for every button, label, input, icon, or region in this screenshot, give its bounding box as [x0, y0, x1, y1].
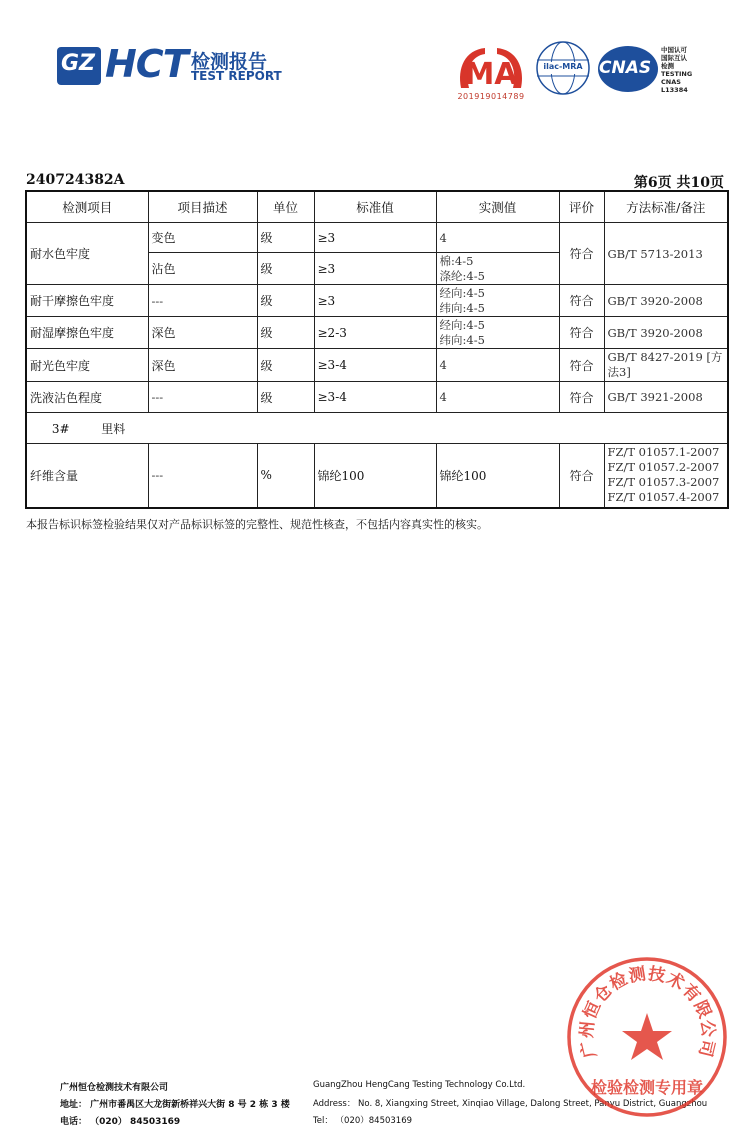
header-standard: 标准值: [314, 191, 436, 223]
table-header-row: [26, 191, 728, 223]
cell-desc: 变色: [148, 223, 257, 253]
cell-method: [604, 444, 728, 508]
method-line: FZ/T 01057.4-2007: [607, 490, 720, 505]
cell-unit: 级: [257, 223, 314, 253]
official-seal: [565, 955, 730, 1120]
cell-desc: 深色: [148, 317, 257, 349]
cell-standard: ≥3: [314, 253, 436, 285]
cell-item: 耐水色牢度: [26, 223, 148, 285]
measured-line: 棉:4-5: [439, 253, 474, 268]
footer-phone-en: Tel： （020）84503169: [313, 1116, 413, 1126]
cell-standard: ≥3-4: [314, 382, 436, 413]
cell-measured: [436, 253, 559, 285]
measured-line: 涤纶:4-5: [439, 268, 485, 283]
cnas-logo: [597, 44, 707, 100]
cell-item: 纤维含量: [26, 444, 148, 508]
cnas-line: CNAS L13384: [661, 78, 688, 94]
header-evaluation: 评价: [559, 191, 604, 223]
cell-desc: 深色: [148, 349, 257, 382]
cell-measured: 4: [436, 349, 559, 382]
cell-unit: 级: [257, 382, 314, 413]
cell-standard: ≥2-3: [314, 317, 436, 349]
header-description: 项目描述: [148, 191, 257, 223]
table-row: [26, 285, 728, 317]
test-results-table: [25, 190, 729, 509]
report-number: 240724382A: [26, 172, 125, 188]
cell-desc: ---: [148, 382, 257, 413]
cma-logo-letters: MA: [464, 57, 518, 92]
cell-unit: %: [257, 444, 314, 508]
hct-logo-text: HCT: [105, 42, 188, 86]
cell-item: 耐光色牢度: [26, 349, 148, 382]
cell-evaluation: 符合: [559, 444, 604, 508]
gz-logo-text: GZ: [61, 51, 96, 76]
cell-method: GB/T 3920-2008: [604, 285, 728, 317]
method-line: FZ/T 01057.1-2007: [607, 445, 720, 460]
cell-item: 耐干摩擦色牢度: [26, 285, 148, 317]
report-title-cn: 检测报告: [191, 51, 268, 73]
footer-phone-cn: 电话： （020） 84503169: [60, 1117, 181, 1127]
table-row: [26, 444, 728, 508]
header-test-item: 检测项目: [26, 191, 148, 223]
seal-bottom-text: 检验检测专用章: [590, 1078, 704, 1097]
cell-item: 耐湿摩擦色牢度: [26, 317, 148, 349]
method-line: FZ/T 01057.2-2007: [607, 460, 720, 475]
cell-evaluation: 符合: [559, 382, 604, 413]
cell-unit: 级: [257, 253, 314, 285]
cell-desc: ---: [148, 285, 257, 317]
header-measured: 实测值: [436, 191, 559, 223]
footer-address-cn: 地址： 广州市番禺区大龙街新桥祥兴大街 8 号 2 栋 3 楼: [60, 1100, 290, 1110]
cell-measured: 锦纶100: [436, 444, 559, 508]
seal-stamp-icon: [565, 955, 730, 1120]
cell-evaluation: 符合: [559, 223, 604, 285]
table-row: [26, 317, 728, 349]
header-unit: 单位: [257, 191, 314, 223]
report-note: 本报告标识标签检验结果仅对产品标识标签的完整性、规范性核查，不包括内容真实性的核实。: [26, 518, 488, 531]
section-number: 3#: [51, 421, 70, 436]
cell-method: GB/T 3921-2008: [604, 382, 728, 413]
cell-method: [604, 349, 728, 382]
cnas-accreditation-text: [661, 46, 707, 94]
cell-method: GB/T 3920-2008: [604, 317, 728, 349]
table-row: [26, 349, 728, 382]
table-row: [26, 382, 728, 413]
cma-logo: [455, 44, 527, 104]
cell-unit: 级: [257, 317, 314, 349]
cell-evaluation: 符合: [559, 349, 604, 382]
footer-address-en: Address： No. 8, Xiangxing Street, Xinqiao Village, Dalong Street, Panyu District, Guangzhou: [313, 1099, 708, 1109]
gz-logo-mark: [57, 47, 101, 85]
page-indicator: 第6页 共10页: [633, 175, 724, 191]
cell-measured: 4: [436, 382, 559, 413]
cell-unit: 级: [257, 285, 314, 317]
cell-item: 洗液沾色程度: [26, 382, 148, 413]
cnas-line: 检测: [661, 62, 674, 70]
cell-standard: ≥3-4: [314, 349, 436, 382]
cell-standard: 锦纶100: [314, 444, 436, 508]
cma-number: 201919014789: [457, 92, 525, 101]
cell-method: GB/T 5713-2013: [604, 223, 728, 285]
cell-desc: ---: [148, 444, 257, 508]
cell-unit: 级: [257, 349, 314, 382]
measured-line: 纬向:4-5: [439, 300, 485, 315]
cell-standard: ≥3: [314, 223, 436, 253]
cnas-line: 中国认可: [661, 46, 687, 54]
section-label: 里料: [101, 421, 126, 436]
cell-desc: 沾色: [148, 253, 257, 285]
measured-line: 经向:4-5: [439, 285, 485, 300]
report-title-en: TEST REPORT: [191, 69, 282, 83]
seal-ring-text: 广州恒仓检测技术有限公司: [576, 964, 719, 1060]
measured-line: 经向:4-5: [439, 317, 485, 332]
cnas-logo-text: CNAS: [599, 58, 652, 78]
cell-standard: ≥3: [314, 285, 436, 317]
section-label-cell: [26, 413, 728, 444]
measured-line: 纬向:4-5: [439, 332, 485, 347]
footer-company-en: GuangZhou HengCang Testing Technology Co.Ltd.: [313, 1080, 526, 1090]
cell-evaluation: 符合: [559, 285, 604, 317]
company-logo: [57, 44, 297, 88]
ilac-label: ilac-MRA: [543, 62, 583, 71]
cma-logo-icon: [455, 44, 527, 92]
table-row: [26, 223, 728, 253]
method-line: FZ/T 01057.3-2007: [607, 475, 720, 490]
cell-measured: 4: [436, 223, 559, 253]
cnas-line: TESTING: [661, 70, 693, 78]
method-line: 法3]: [607, 365, 631, 379]
footer-company-cn: 广州恒仓检测技术有限公司: [60, 1083, 169, 1093]
cnas-line: 国际互认: [661, 54, 687, 62]
header-method: 方法标准/备注: [604, 191, 728, 223]
method-line: GB/T 8427-2019 [方: [607, 350, 723, 364]
ilac-mra-logo: [535, 40, 591, 96]
cell-measured: [436, 285, 559, 317]
section-row: [26, 413, 728, 444]
cell-measured: [436, 317, 559, 349]
cell-evaluation: 符合: [559, 317, 604, 349]
